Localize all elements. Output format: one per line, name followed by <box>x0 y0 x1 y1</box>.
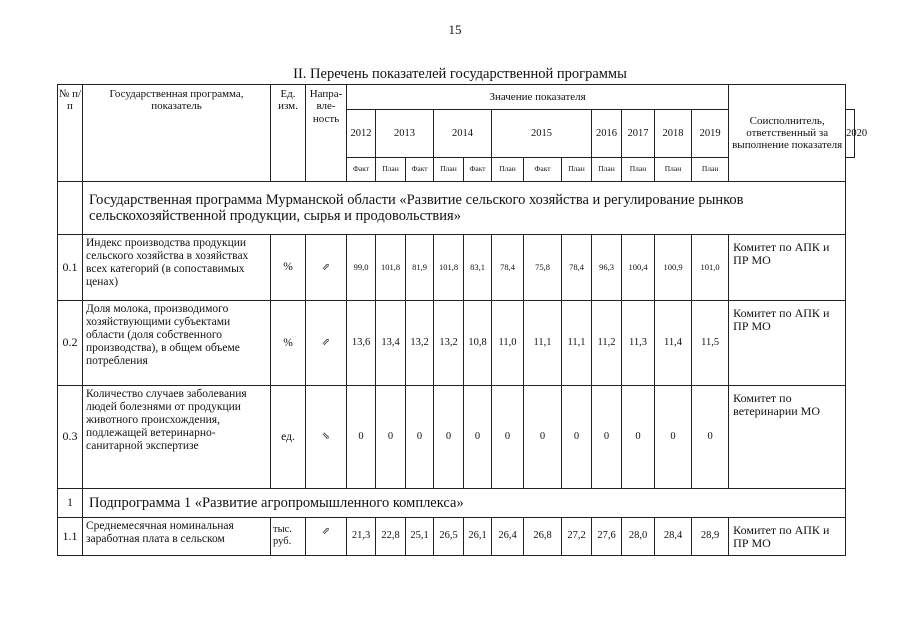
value-cell: 0 <box>622 386 655 489</box>
sub-header: Факт <box>406 158 434 182</box>
value-cell: 0 <box>524 386 562 489</box>
document-title: II. Перечень показателей государственной программы <box>293 66 627 82</box>
value-cell: 0 <box>347 386 376 489</box>
header-num: № п/п <box>58 85 83 182</box>
direction-up-icon: ⇗ <box>306 301 347 386</box>
value-cell: 101,8 <box>434 235 464 301</box>
value-cell: 11,3 <box>622 301 655 386</box>
year-2017: 2017 <box>622 110 655 158</box>
value-cell: 99,0 <box>347 235 376 301</box>
state-program-title: Государственная программа Мурманской области «Развитие сельского хозяйства и регулирование рынков сельскохозяйственной продукции, сырья и продовольствия» <box>83 182 846 235</box>
indicator-unit: % <box>271 301 306 386</box>
value-cell: 83,1 <box>464 235 492 301</box>
table-row <box>58 518 855 556</box>
sub-header: План <box>592 158 622 182</box>
sub-header: План <box>562 158 592 182</box>
year-2016: 2016 <box>592 110 622 158</box>
value-cell: 0 <box>406 386 434 489</box>
table-row <box>58 386 855 489</box>
row-num: 0.3 <box>58 386 83 489</box>
value-cell: 28,4 <box>655 518 692 556</box>
value-cell: 13,4 <box>376 301 406 386</box>
value-cell: 75,8 <box>524 235 562 301</box>
row-num: 0.1 <box>58 235 83 301</box>
responsible: Комитет по АПК и ПР МО <box>729 518 846 556</box>
value-cell: 28,0 <box>622 518 655 556</box>
value-cell: 11,2 <box>592 301 622 386</box>
value-cell: 11,1 <box>562 301 592 386</box>
year-2015: 2015 <box>492 110 592 158</box>
value-cell: 11,4 <box>655 301 692 386</box>
header-responsible: Соисполнитель, ответственный за выполнение показателя <box>729 85 846 182</box>
sub-header: Факт <box>524 158 562 182</box>
header-program: Государственная программа, показатель <box>83 85 271 182</box>
subprogram-num: 1 <box>58 489 83 518</box>
indicator-unit: ед. <box>271 386 306 489</box>
sub-header: План <box>655 158 692 182</box>
empty-cell <box>58 182 83 235</box>
responsible: Комитет по ветеринарии МО <box>729 386 846 489</box>
responsible: Комитет по АПК и ПР МО <box>729 301 846 386</box>
sub-header: Факт <box>347 158 376 182</box>
indicator-name: Среднемесячная номинальная заработная плата в сельском <box>83 518 271 556</box>
direction-up-icon: ⇗ <box>306 235 347 301</box>
value-cell: 22,8 <box>376 518 406 556</box>
indicator-name: Индекс производства продукции сельского хозяйства в хозяйствах всех категорий (в сопоставимых ценах) <box>83 235 271 301</box>
value-cell: 11,1 <box>524 301 562 386</box>
year-2013: 2013 <box>376 110 434 158</box>
value-cell: 78,4 <box>492 235 524 301</box>
value-cell: 100,4 <box>622 235 655 301</box>
value-cell: 13,2 <box>406 301 434 386</box>
sub-header: План <box>492 158 524 182</box>
year-2012: 2012 <box>347 110 376 158</box>
header-direction: Напра-вле-ность <box>306 85 347 182</box>
indicator-unit: % <box>271 235 306 301</box>
value-cell: 27,2 <box>562 518 592 556</box>
value-cell: 0 <box>434 386 464 489</box>
sub-header: Факт <box>464 158 492 182</box>
value-cell: 13,2 <box>434 301 464 386</box>
direction-up-icon: ⇗ <box>306 518 347 556</box>
row-num: 0.2 <box>58 301 83 386</box>
indicator-name: Доля молока, производимого хозяйствующими субъектами области (доля собственного производства), в общем объеме потребления <box>83 301 271 386</box>
sub-header: План <box>692 158 729 182</box>
table-row <box>58 235 855 301</box>
value-cell: 10,8 <box>464 301 492 386</box>
header-value: Значение показателя <box>347 85 729 110</box>
value-cell: 21,3 <box>347 518 376 556</box>
header-unit: Ед. изм. <box>271 85 306 182</box>
sub-header: План <box>376 158 406 182</box>
indicator-name: Количество случаев заболевания людей болезнями от продукции животного происхождения, подлежащей ветеринарно-санитарной экспертизе <box>83 386 271 489</box>
value-cell: 0 <box>592 386 622 489</box>
value-cell: 0 <box>464 386 492 489</box>
value-cell: 26,1 <box>464 518 492 556</box>
value-cell: 13,6 <box>347 301 376 386</box>
value-cell: 0 <box>492 386 524 489</box>
value-cell: 26,5 <box>434 518 464 556</box>
value-cell: 100,9 <box>655 235 692 301</box>
indicator-unit: тыс. руб. <box>271 518 306 556</box>
value-cell: 101,8 <box>376 235 406 301</box>
value-cell: 28,9 <box>692 518 729 556</box>
value-cell: 96,3 <box>592 235 622 301</box>
responsible: Комитет по АПК и ПР МО <box>729 235 846 301</box>
year-2019: 2019 <box>692 110 729 158</box>
value-cell: 0 <box>376 386 406 489</box>
year-2018: 2018 <box>655 110 692 158</box>
value-cell: 0 <box>692 386 729 489</box>
row-num: 1.1 <box>58 518 83 556</box>
value-cell: 101,0 <box>692 235 729 301</box>
year-2014: 2014 <box>434 110 492 158</box>
page-number: 15 <box>448 22 462 37</box>
year-2020: 2020 <box>846 110 855 158</box>
value-cell: 0 <box>655 386 692 489</box>
sub-header: План <box>434 158 464 182</box>
value-cell: 25,1 <box>406 518 434 556</box>
direction-down-icon: ⇘ <box>306 386 347 489</box>
value-cell: 11,5 <box>692 301 729 386</box>
value-cell: 78,4 <box>562 235 592 301</box>
sub-header: План <box>622 158 655 182</box>
value-cell: 27,6 <box>592 518 622 556</box>
subprogram-title: Подпрограмма 1 «Развитие агропромышленного комплекса» <box>83 489 846 518</box>
value-cell: 0 <box>562 386 592 489</box>
value-cell: 26,4 <box>492 518 524 556</box>
value-cell: 26,8 <box>524 518 562 556</box>
indicators-table <box>57 84 868 556</box>
table-row <box>58 301 855 386</box>
value-cell: 11,0 <box>492 301 524 386</box>
value-cell: 81,9 <box>406 235 434 301</box>
